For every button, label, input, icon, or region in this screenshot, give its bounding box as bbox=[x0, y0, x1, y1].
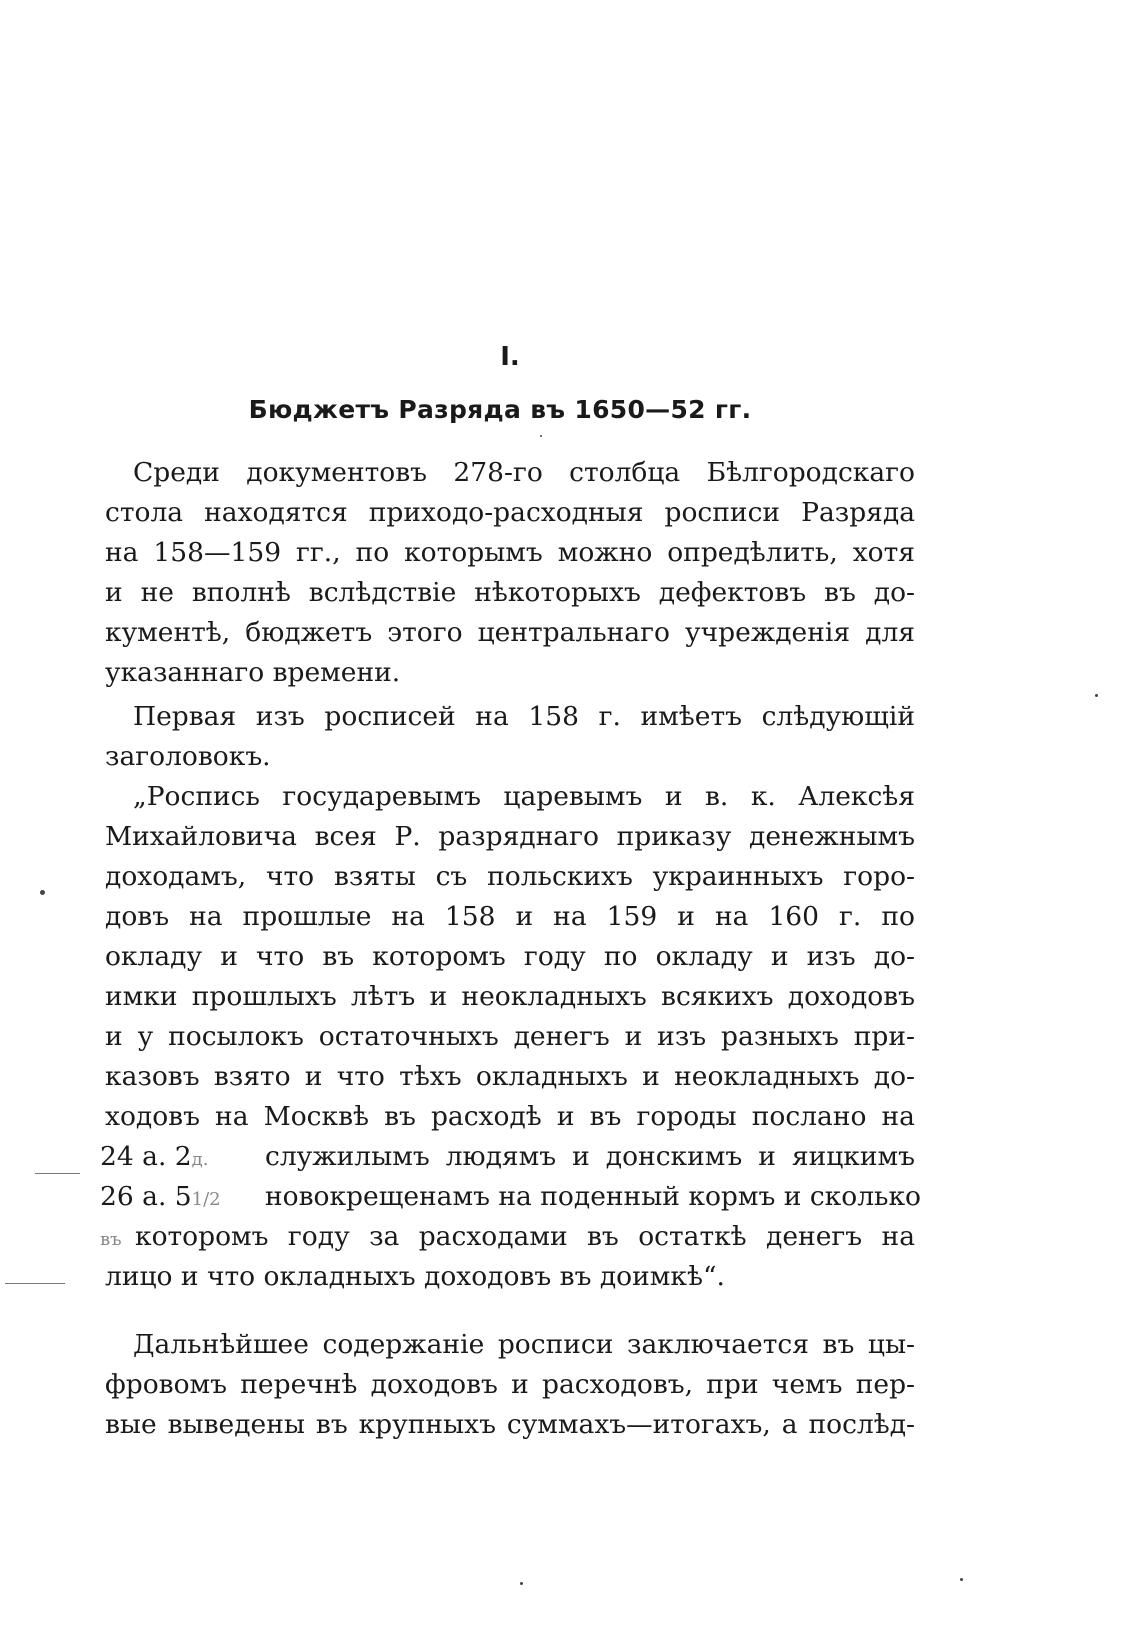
margin-note-line bbox=[100, 1177, 221, 1220]
text-line: которомъ году за расходами въ остаткѣ денегъ на bbox=[135, 1221, 915, 1252]
margin-note-line bbox=[100, 1217, 122, 1260]
chapter-number: I. bbox=[500, 342, 520, 372]
text-line: доходамъ, что взяты съ польскихъ украинныхъ горо- bbox=[105, 861, 915, 892]
text-line: стола находятся приходо-расходныя росписи Разряда bbox=[105, 497, 915, 528]
text-line: окладу и что въ которомъ году по окладу и изъ до- bbox=[105, 941, 915, 972]
scan-speck bbox=[520, 1582, 523, 1585]
text-line: фровомъ перечнѣ доходовъ и расходовъ, при чемъ пер- bbox=[105, 1369, 915, 1400]
spacer bbox=[265, 1097, 915, 1137]
text-line: ходовъ на Москвѣ въ расходѣ и въ городы послано на bbox=[105, 1101, 915, 1132]
text-line: „Роспись государевымъ царевымъ и в. к. Алексѣя bbox=[133, 781, 915, 812]
margin-note-faint: д. bbox=[191, 1149, 209, 1170]
text-line: казовъ взято и что тѣхъ окладныхъ и неокладныхъ до- bbox=[105, 1061, 915, 1092]
text-line: указаннаго времени. bbox=[105, 657, 401, 688]
scan-speck bbox=[960, 1578, 963, 1581]
text-line: служилымъ людямъ и донскимъ и яицкимъ bbox=[265, 1141, 915, 1172]
text-line: Среди документовъ 278-го столбца Бѣлгородскаго bbox=[133, 457, 915, 488]
text-line: заголовокъ. bbox=[105, 741, 271, 772]
text-line: Дальнѣйшее содержаніе росписи заключается въ цы- bbox=[133, 1329, 915, 1360]
text-line: имки прошлыхъ лѣтъ и неокладныхъ всякихъ доходовъ bbox=[105, 981, 915, 1012]
scan-speck bbox=[540, 435, 542, 437]
scan-speck bbox=[40, 890, 45, 895]
paragraph-1 bbox=[105, 453, 915, 693]
text-line: Михайловича всея Р. разряднаго приказу денежнымъ bbox=[105, 821, 915, 852]
margin-note: 24 а. 2 bbox=[100, 1141, 192, 1172]
text-line: кументѣ, бюджетъ этого центральнаго учрежденія для bbox=[105, 617, 915, 648]
scan-mark bbox=[5, 1283, 65, 1284]
text-line: новокрещенамъ на поденный кормъ и сколько bbox=[265, 1181, 921, 1212]
text-line: и не вполнѣ вслѣдствіе нѣкоторыхъ дефектовъ въ до- bbox=[105, 577, 915, 608]
chapter-title: Бюджетъ Разряда въ 1650—52 гг. bbox=[248, 395, 752, 424]
text-line: на 158—159 гг., по которымъ можно опредѣлить, хотя bbox=[105, 537, 915, 568]
paragraph-3-quote bbox=[105, 777, 915, 1137]
text-line: и у посылокъ остаточныхъ денегъ и изъ разныхъ при- bbox=[105, 1021, 915, 1052]
margin-note-line bbox=[100, 1137, 208, 1180]
text-line: Первая изъ росписей на 158 г. имѣетъ слѣдующій bbox=[133, 701, 915, 732]
margin-note-faint: 1/2 bbox=[191, 1189, 221, 1210]
continued-text bbox=[105, 1217, 915, 1297]
text-line: лицо и что окладныхъ доходовъ въ доимкѣ“. bbox=[105, 1261, 725, 1292]
margin-note: 26 а. 5 bbox=[100, 1181, 192, 1212]
text-line: довъ на прошлые на 158 и на 159 и на 160 г. по bbox=[105, 901, 915, 932]
text-line: вые выведены въ крупныхъ суммахъ—итогахъ, а послѣд- bbox=[105, 1409, 915, 1440]
paragraph-2 bbox=[105, 697, 915, 777]
margin-text-block bbox=[265, 1097, 921, 1217]
margin-note-faint: въ bbox=[100, 1229, 122, 1250]
scan-mark bbox=[35, 1173, 80, 1174]
paragraph-4 bbox=[105, 1325, 915, 1445]
scan-speck bbox=[1095, 694, 1098, 697]
